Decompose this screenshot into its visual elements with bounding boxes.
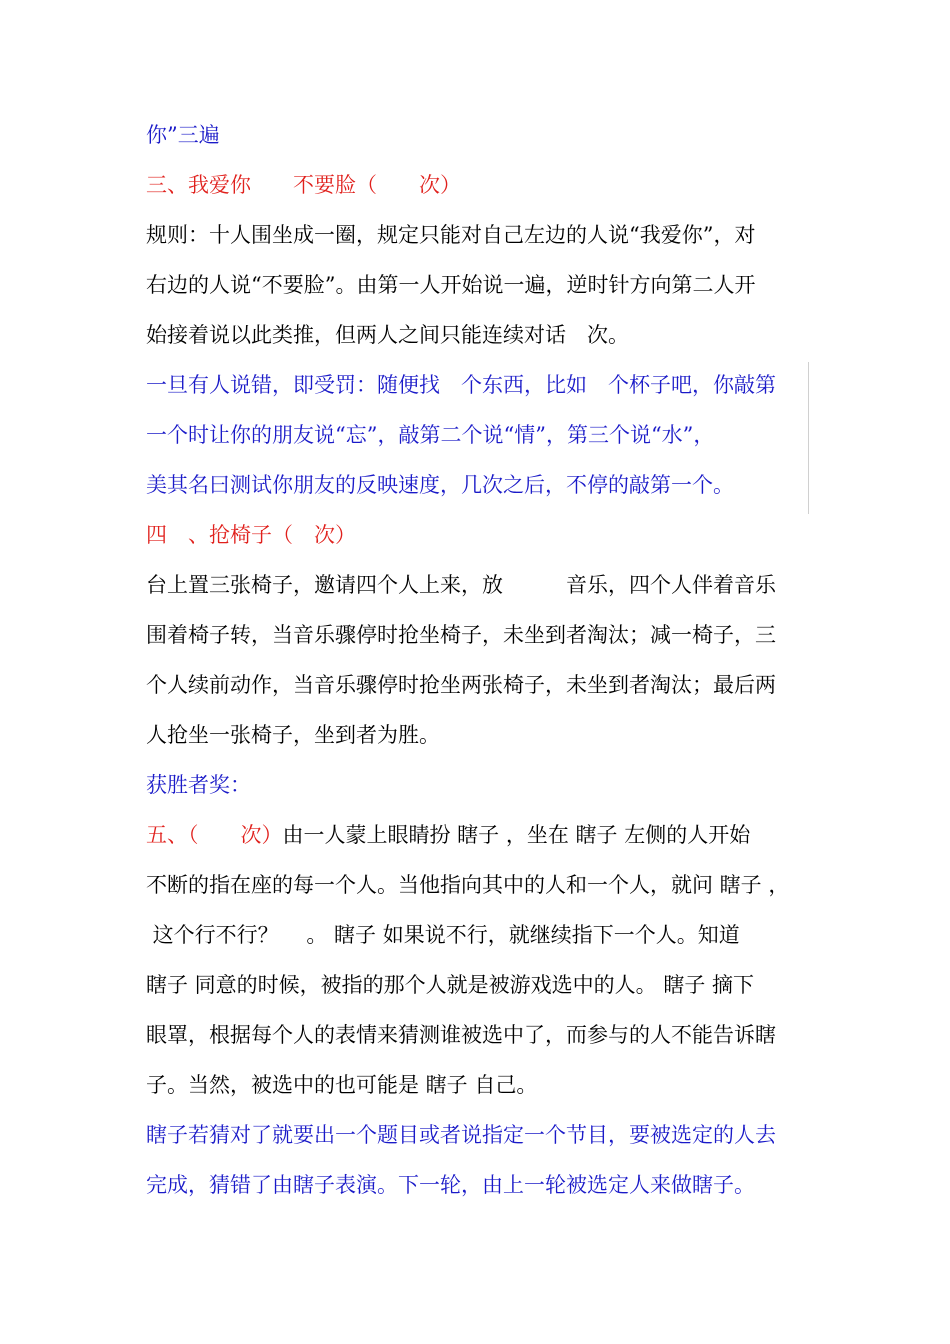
section-4-line-4: 人抢坐一张椅子，坐到者为胜。 xyxy=(146,723,440,747)
section-5-intro: 由一人蒙上眼睛扮 瞎子 ，坐在 瞎子 左侧的人开始 xyxy=(282,823,751,847)
section-3-penalty-line-2: 一个时让你的朋友说“忘”，敲第二个说“情”，第三个说“水”， xyxy=(146,423,715,447)
section-5-note-line-1: 瞎子若猜对了就要出一个题目或者说指定一个节目，要被选定的人去 xyxy=(146,1123,776,1147)
section-5-line-6: 子。当然，被选中的也可能是 瞎子 自己。 xyxy=(146,1073,538,1097)
section-3-penalty-line-1: 一旦有人说错，即受罚：随便找 个东西，比如 个杯子吧，你敲第 xyxy=(146,373,776,397)
section-5-line-5: 眼罩，根据每个人的表情来猜测谁被选中了，而参与的人不能告诉瞎 xyxy=(146,1023,776,1047)
winner-prize-label: 获胜者奖： xyxy=(146,773,251,797)
text-line-1: 你”三遍 xyxy=(146,123,220,147)
section-3-rule-line-3: 始接着说以此类推，但两人之间只能连续对话 次。 xyxy=(146,323,629,347)
section-5-line-4: 瞎子 同意的时候，被指的那个人就是被游戏选中的人。 瞎子 摘下 xyxy=(146,973,755,997)
section-4-heading: 四 、抢椅子（ 次） xyxy=(146,523,356,547)
section-5-note-line-2: 完成，猜错了由瞎子表演。下一轮，由上一轮被选定人来做瞎子。 xyxy=(146,1173,755,1197)
section-5-line-3: 这个行不行？ 。 瞎子 如果说不行，就继续指下一个人。知道 xyxy=(146,923,740,947)
section-5-line-2: 不断的指在座的每一个人。当他指向其中的人和一个人，就问 瞎子 ， xyxy=(146,873,790,897)
section-3-heading: 三、我爱你 不要脸（ 次） xyxy=(146,173,461,197)
section-3-rule-line-1: 规则：十人围坐成一圈，规定只能对自己左边的人说“我爱你”，对 xyxy=(146,223,756,247)
section-3-penalty-line-3: 美其名曰测试你朋友的反映速度，几次之后，不停的敲第一个。 xyxy=(146,473,734,497)
section-4-line-2: 围着椅子转，当音乐骤停时抢坐椅子，未坐到者淘汰；减一椅子，三 xyxy=(146,623,776,647)
section-5-heading: 五、（ 次） xyxy=(146,823,283,847)
section-5-line-1 xyxy=(146,820,750,850)
section-4-line-1: 台上置三张椅子，邀请四个人上来，放 音乐，四个人伴着音乐 xyxy=(146,573,776,597)
section-4-line-3: 个人续前动作，当音乐骤停时抢坐两张椅子，未坐到者淘汰；最后两 xyxy=(146,673,776,697)
penalty-box-border xyxy=(808,362,809,514)
section-3-rule-line-2: 右边的人说“不要脸”。由第一人开始说一遍，逆时针方向第二人开 xyxy=(146,273,756,297)
